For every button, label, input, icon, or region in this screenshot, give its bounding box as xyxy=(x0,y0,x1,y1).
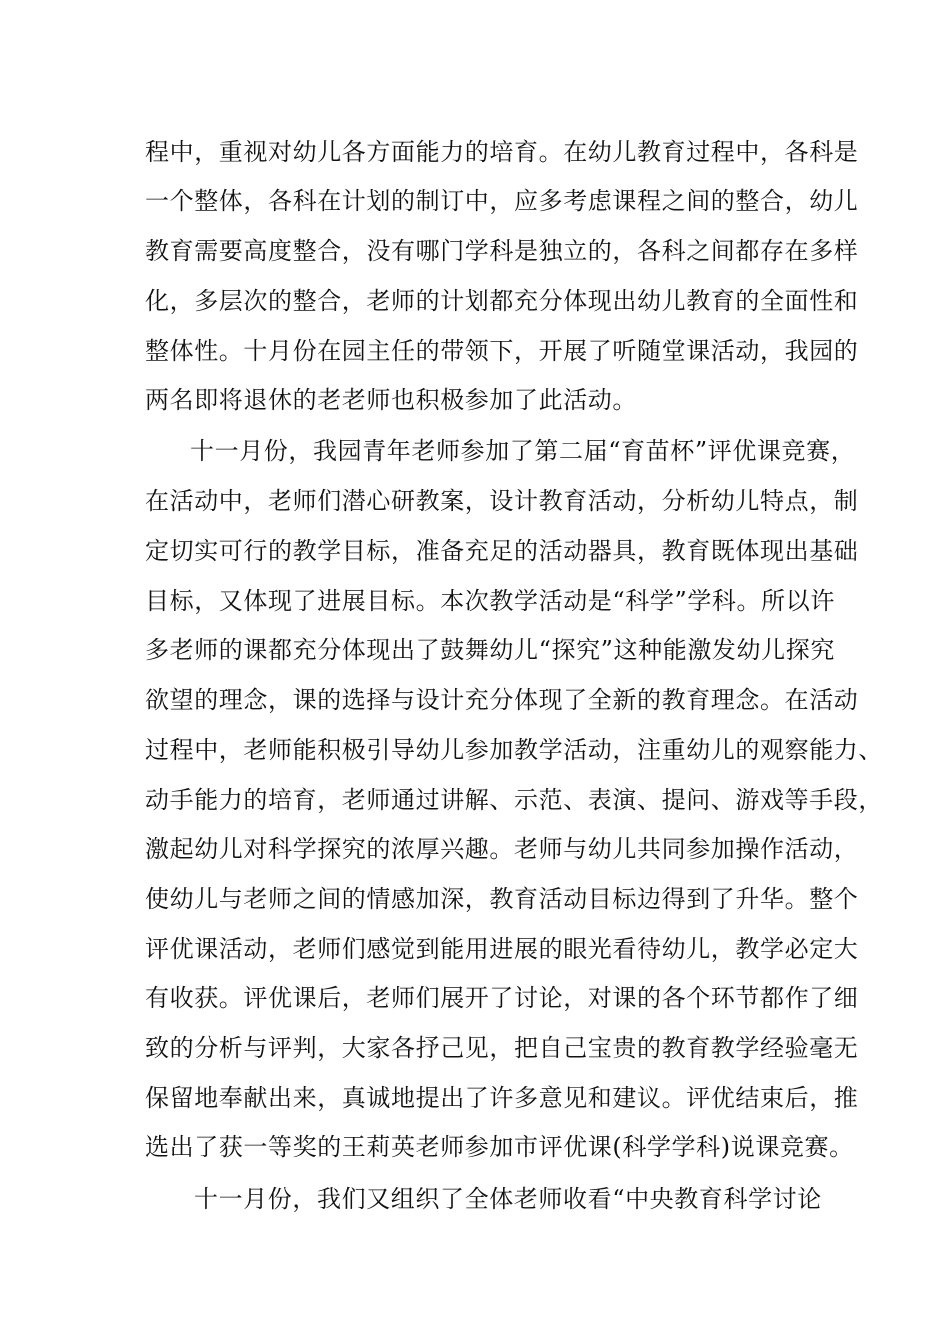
text-line: 目标，又体现了进展目标。本次教学活动是“科学”学科。所以许 xyxy=(145,587,835,615)
paragraph-first-line: 十一月份，我们又组织了全体老师收看“中央教育科学讨论 xyxy=(194,1185,822,1213)
text-line: 定切实可行的教学目标，准备充足的活动器具，教育既体现出基础 xyxy=(145,537,859,565)
text-line: 使幼儿与老师之间的情感加深，教育活动目标边得到了升华。整个 xyxy=(145,885,859,913)
text-line: 化，多层次的整合，老师的计划都充分体现出幼儿教育的全面性和 xyxy=(145,287,859,315)
text-line: 教育需要高度整合，没有哪门学科是独立的，各科之间都存在多样 xyxy=(145,237,859,265)
text-line: 一个整体，各科在计划的制订中，应多考虑课程之间的整合，幼儿 xyxy=(145,187,859,215)
text-line: 过程中，老师能积极引导幼儿参加教学活动，注重幼儿的观察能力、 xyxy=(145,736,883,764)
text-line: 多老师的课都充分体现出了鼓舞幼儿“探究”这种能激发幼儿探究 xyxy=(145,636,835,664)
text-line: 有收获。评优课后，老师们展开了讨论，对课的各个环节都作了细 xyxy=(145,984,859,1012)
text-line: 评优课活动，老师们感觉到能用进展的眼光看待幼儿，教学必定大 xyxy=(145,935,859,963)
text-line: 选出了获一等奖的王莉英老师参加市评优课(科学学科)说课竞赛。 xyxy=(145,1133,854,1161)
text-line: 保留地奉献出来，真诚地提出了许多意见和建议。评优结束后，推 xyxy=(145,1084,859,1112)
text-line: 在活动中，老师们潜心研教案，设计教育活动，分析幼儿特点，制 xyxy=(145,487,859,515)
text-line: 两名即将退休的老老师也积极参加了此活动。 xyxy=(145,386,637,414)
text-line: 激起幼儿对科学探究的浓厚兴趣。老师与幼儿共同参加操作活动， xyxy=(145,835,859,863)
paragraph-first-line: 十一月份，我园青年老师参加了第二届“育苗杯”评优课竞赛， xyxy=(190,437,856,465)
text-line: 致的分析与评判，大家各抒己见，把自己宝贵的教育教学经验毫无 xyxy=(145,1034,859,1062)
text-line: 欲望的理念，课的选择与设计充分体现了全新的教育理念。在活动 xyxy=(145,686,859,714)
text-line: 整体性。十月份在园主任的带领下，开展了听随堂课活动，我园的 xyxy=(145,337,859,365)
text-line: 动手能力的培育，老师通过讲解、示范、表演、提问、游戏等手段， xyxy=(145,786,883,814)
text-line: 程中，重视对幼儿各方面能力的培育。在幼儿教育过程中，各科是 xyxy=(145,138,859,166)
